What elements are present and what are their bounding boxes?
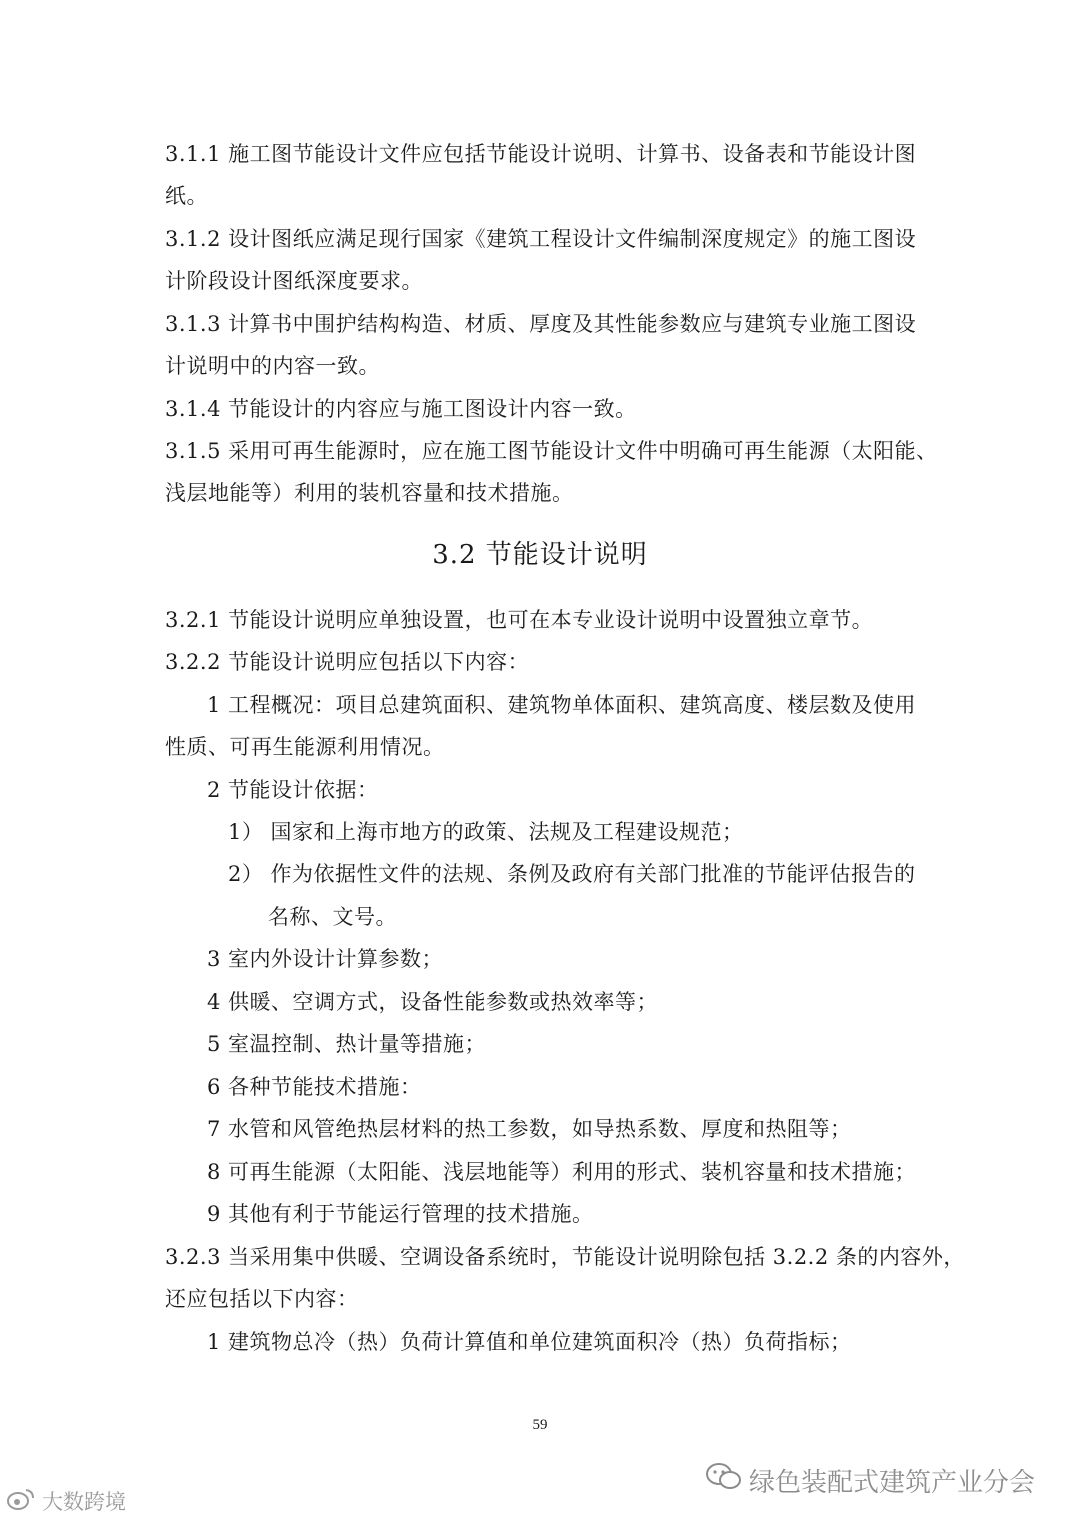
text-line: 1 工程概况：项目总建筑面积、建筑物单体面积、建筑高度、楼层数及使用 <box>207 693 917 717</box>
text-line: 3.1.4 节能设计的内容应与施工图设计内容一致。 <box>165 397 637 421</box>
text-line: 3.1.3 计算书中围护结构构造、材质、厚度及其性能参数应与建筑专业施工图设 <box>165 312 917 336</box>
text-line: 3.1.2 设计图纸应满足现行国家《建筑工程设计文件编制深度规定》的施工图设 <box>165 227 917 251</box>
text-line: 性质、可再生能源利用情况。 <box>165 735 445 759</box>
text-line: 3 室内外设计计算参数； <box>207 947 444 971</box>
text-line: 计阶段设计图纸深度要求。 <box>165 269 423 293</box>
text-line: 名称、文号。 <box>268 905 397 929</box>
page-number: 59 <box>532 1417 548 1433</box>
text-line: 浅层地能等）利用的装机容量和技术措施。 <box>165 481 574 505</box>
text-line: 3.2.1 节能设计说明应单独设置，也可在本专业设计说明中设置独立章节。 <box>165 608 874 632</box>
section-heading: 3.2 节能设计说明 <box>432 540 648 570</box>
watermark-left-text: 大数跨境 <box>42 1490 126 1514</box>
text-line: 纸。 <box>165 184 208 208</box>
text-line: 9 其他有利于节能运行管理的技术措施。 <box>207 1202 594 1226</box>
text-line: 6 各种节能技术措施： <box>207 1075 422 1099</box>
watermark-left <box>6 1486 126 1516</box>
text-line: 3.2.3 当采用集中供暖、空调设备系统时，节能设计说明除包括 3.2.2 条的内容外， <box>165 1245 965 1269</box>
watermark-right-text: 绿色装配式建筑产业分会 <box>749 1468 1036 1498</box>
text-line: 1 建筑物总冷（热）负荷计算值和单位建筑面积冷（热）负荷指标； <box>207 1330 852 1354</box>
text-line: 1） 国家和上海市地方的政策、法规及工程建设规范； <box>228 820 744 844</box>
text-line: 还应包括以下内容： <box>165 1287 359 1311</box>
weibo-icon <box>6 1487 36 1516</box>
text-line: 5 室温控制、热计量等措施； <box>207 1032 487 1056</box>
text-line: 2 节能设计依据： <box>207 778 379 802</box>
text-line: 3.2.2 节能设计说明应包括以下内容： <box>165 650 530 674</box>
wechat-icon <box>705 1462 743 1499</box>
text-line: 8 可再生能源（太阳能、浅层地能等）利用的形式、装机容量和技术措施； <box>207 1160 917 1184</box>
text-line: 2） 作为依据性文件的法规、条例及政府有关部门批准的节能评估报告的 <box>228 862 916 886</box>
watermark-right <box>705 1462 1035 1499</box>
text-line: 3.1.5 采用可再生能源时，应在施工图节能设计文件中明确可再生能源（太阳能、 <box>165 439 938 463</box>
text-line: 4 供暖、空调方式，设备性能参数或热效率等； <box>207 990 659 1014</box>
text-line: 计说明中的内容一致。 <box>165 354 380 378</box>
text-line: 3.1.1 施工图节能设计文件应包括节能设计说明、计算书、设备表和节能设计图 <box>165 142 917 166</box>
text-line: 7 水管和风管绝热层材料的热工参数，如导热系数、厚度和热阻等； <box>207 1117 852 1141</box>
